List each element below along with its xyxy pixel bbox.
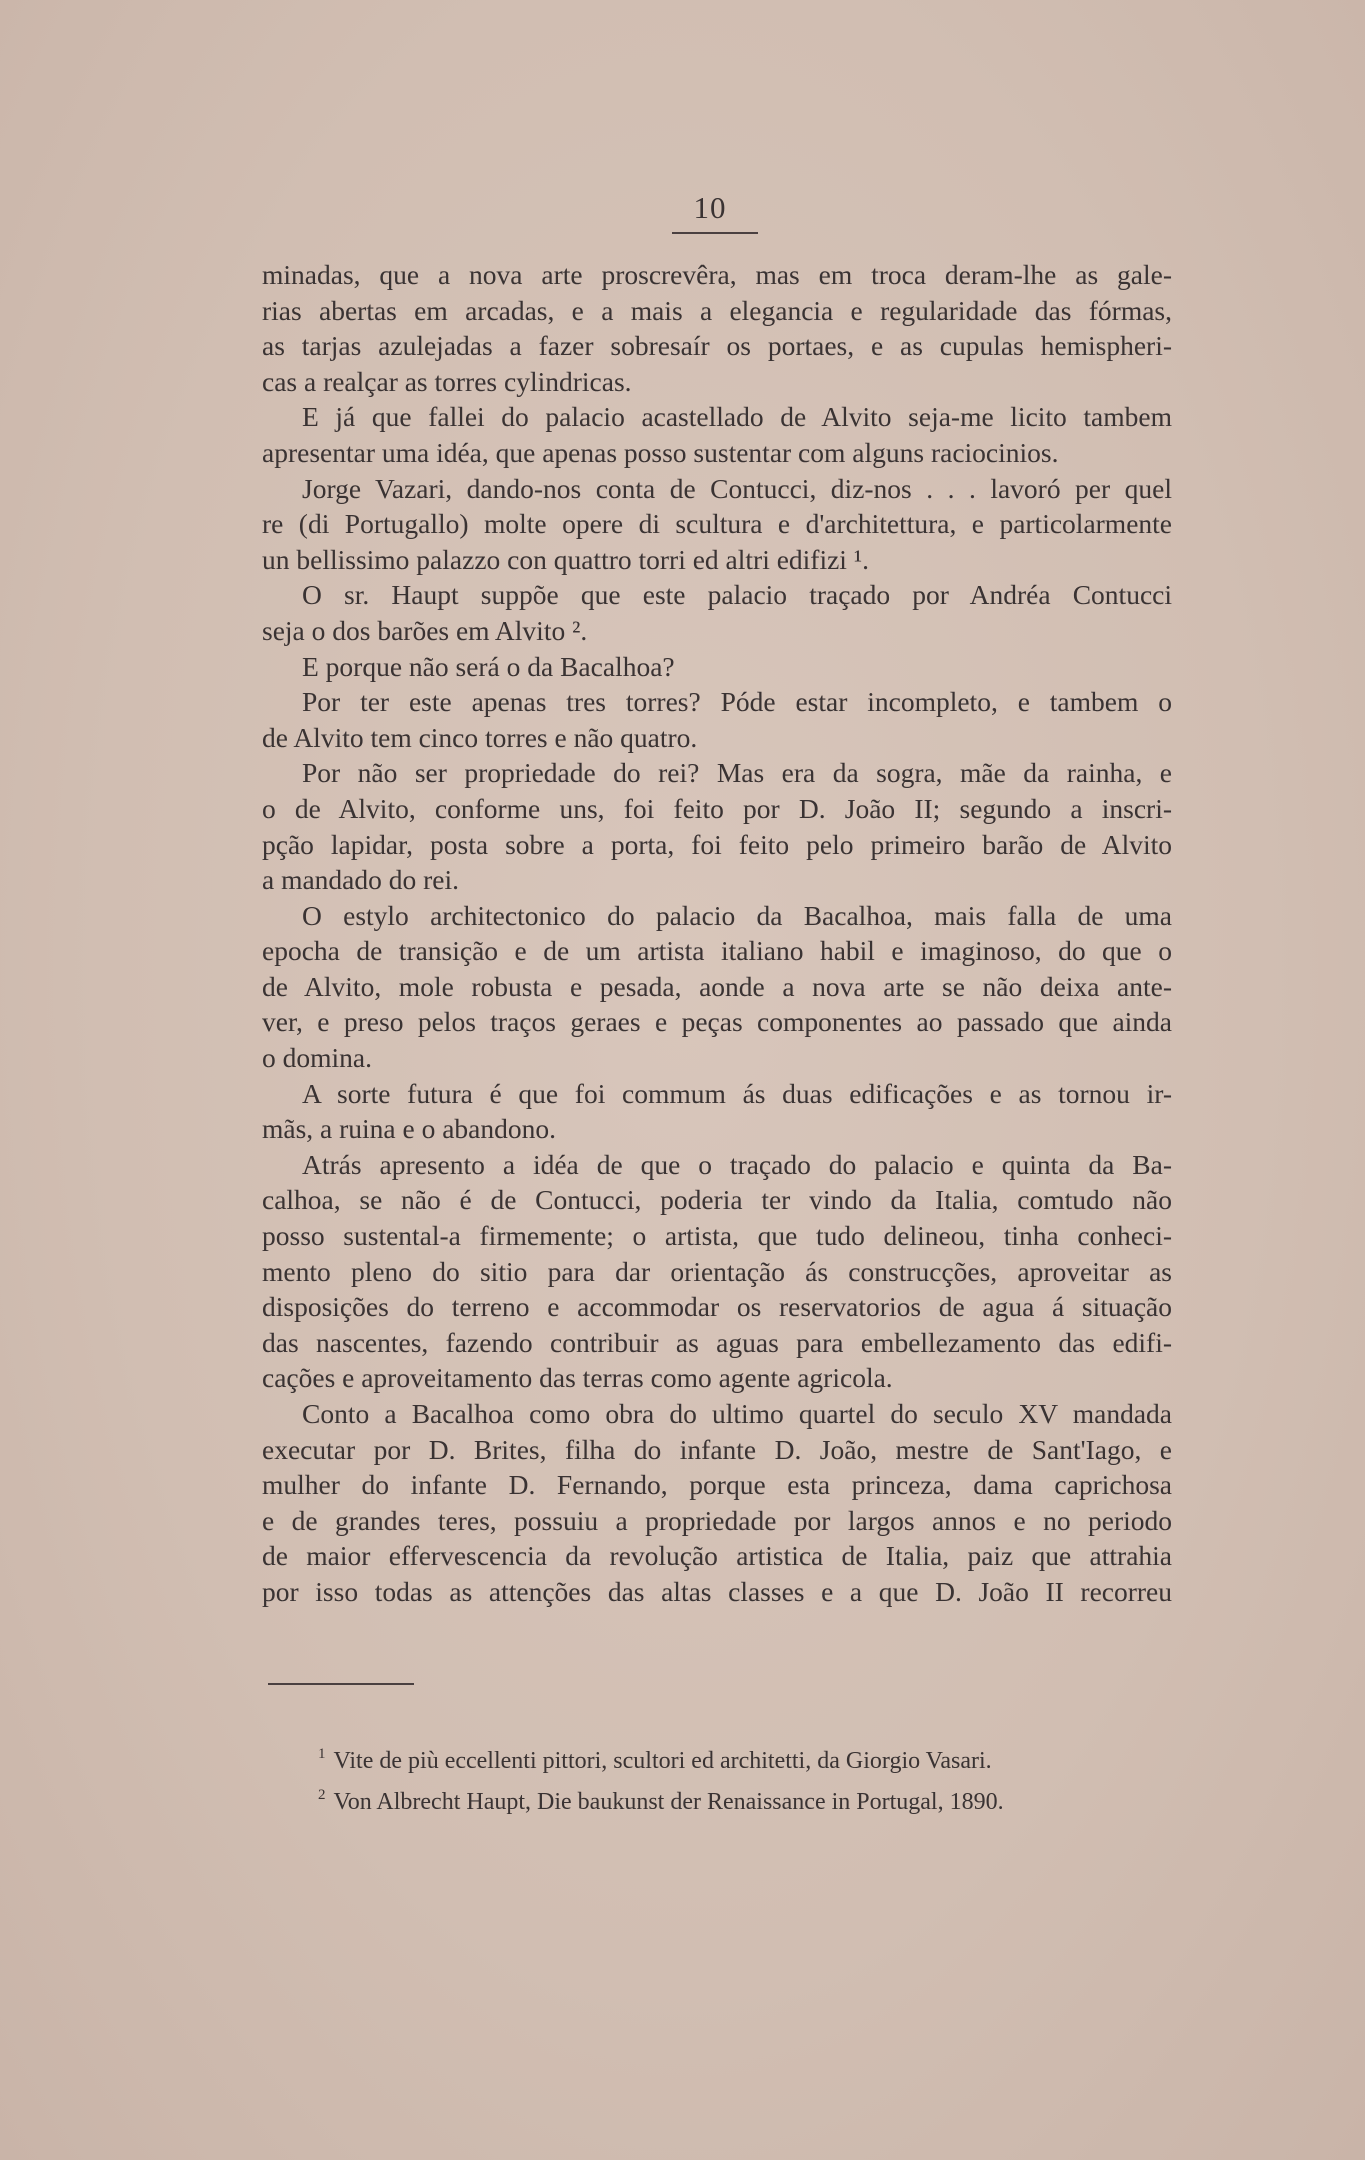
text-line: cações e aproveitamento das terras como agente agricola. bbox=[262, 1362, 893, 1394]
text-line: Por ter este apenas tres torres? Póde estar incompleto, e tambem o bbox=[302, 686, 1172, 718]
footnote bbox=[318, 1737, 1178, 1778]
text-line: un bellissimo palazzo con quattro torri ed altri edifizi ¹. bbox=[262, 543, 869, 575]
text-line: mulher do infante D. Fernando, porque esta princeza, dama caprichosa bbox=[262, 1469, 1172, 1501]
text-line: e de grandes teres, possuiu a propriedade por largos annos e no periodo bbox=[262, 1504, 1172, 1536]
text-line: Jorge Vazari, dando-nos conta de Contucci, diz-nos . . . lavoró per quel bbox=[302, 472, 1172, 504]
text-line: rias abertas em arcadas, e a mais a elegancia e regularidade das fórmas, bbox=[262, 294, 1172, 326]
text-line: Por não ser propriedade do rei? Mas era da sogra, mãe da rainha, e bbox=[302, 757, 1172, 789]
body-text bbox=[262, 257, 1172, 1610]
text-line: a mandado do rei. bbox=[262, 864, 460, 896]
text-line: disposições do terreno e accommodar os reservatorios de agua á situação bbox=[262, 1291, 1172, 1323]
text-line: as tarjas azulejadas a fazer sobresaír os portaes, e as cupulas hemispheri- bbox=[262, 330, 1172, 362]
footnote-text: Von Albrecht Haupt, Die baukunst der Renaissance in Portugal, 1890. bbox=[333, 1789, 1004, 1815]
text-line: o domina. bbox=[262, 1042, 372, 1074]
page-number: 10 bbox=[693, 190, 727, 225]
text-line: calhoa, se não é de Contucci, poderia ter vindo da Italia, comtudo não bbox=[262, 1184, 1172, 1216]
text-line: re (di Portugallo) molte opere di scultura e d'architettura, e particolarmente bbox=[262, 508, 1172, 540]
footnote-text: Vite de più eccellenti pittori, scultori ed architetti, da Giorgio Vasari. bbox=[333, 1748, 992, 1774]
text-line: executar por D. Brites, filha do infante D. João, mestre de Sant'Iago, e bbox=[262, 1433, 1172, 1465]
text-line: apresentar uma idéa, que apenas posso sustentar com alguns raciocinios. bbox=[262, 436, 1059, 468]
text-line: Conto a Bacalhoa como obra do ultimo quartel do seculo XV mandada bbox=[302, 1398, 1172, 1429]
text-line: E já que fallei do palacio acastellado de Alvito seja-me licito tambem bbox=[302, 401, 1172, 433]
text-line: mento pleno do sitio para dar orientação ás construcções, aproveitar as bbox=[262, 1255, 1172, 1287]
text-line: mãs, a ruina e o abandono. bbox=[262, 1113, 557, 1145]
text-line: por isso todas as attenções das altas classes e a que D. João II recorreu bbox=[262, 1575, 1172, 1607]
footnote-mark: 2 bbox=[318, 1787, 326, 1803]
text-line: de Alvito, mole robusta e pesada, aonde a nova arte se não deixa ante- bbox=[262, 970, 1172, 1002]
text-line: posso sustental-a firmemente; o artista, que tudo delineou, tinha conheci- bbox=[262, 1220, 1172, 1252]
text-line: seja o dos barões em Alvito ². bbox=[262, 614, 588, 646]
text-line: A sorte futura é que foi commum ás duas edificações e as tornou ir- bbox=[302, 1077, 1172, 1109]
text-line: epocha de transição e de um artista italiano habil e imaginoso, do que o bbox=[262, 935, 1172, 967]
text-line: O estylo architectonico do palacio da Bacalhoa, mais falla de uma bbox=[302, 899, 1172, 931]
text-line: O sr. Haupt suppõe que este palacio traçado por Andréa Contucci bbox=[302, 579, 1172, 611]
text-line: minadas, que a nova arte proscrevêra, mas em troca deram-lhe as gale- bbox=[262, 259, 1172, 290]
text-line: o de Alvito, conforme uns, foi feito por D. João II; segundo a inscri- bbox=[262, 792, 1172, 824]
footnote-rule bbox=[268, 1683, 414, 1685]
footnotes bbox=[318, 1737, 1178, 1819]
text-line: das nascentes, fazendo contribuir as aguas para embellezamento das edifi- bbox=[262, 1326, 1172, 1358]
footnote bbox=[318, 1778, 1178, 1819]
header-rule bbox=[672, 232, 758, 234]
text-line: Atrás apresento a idéa de que o traçado do palacio e quinta da Ba- bbox=[302, 1148, 1172, 1180]
text-line: de Alvito tem cinco torres e não quatro. bbox=[262, 721, 698, 753]
text-line: cas a realçar as torres cylindricas. bbox=[262, 365, 632, 397]
footnote-mark: 1 bbox=[318, 1746, 326, 1762]
text-line: E porque não será o da Bacalhoa? bbox=[302, 650, 675, 682]
text-line: de maior effervescencia da revolução artistica de Italia, paiz que attrahia bbox=[262, 1540, 1172, 1572]
text-line: pção lapidar, posta sobre a porta, foi feito pelo primeiro barão de Alvito bbox=[262, 828, 1172, 860]
text-line: ver, e preso pelos traços geraes e peças componentes ao passado que ainda bbox=[262, 1006, 1172, 1038]
